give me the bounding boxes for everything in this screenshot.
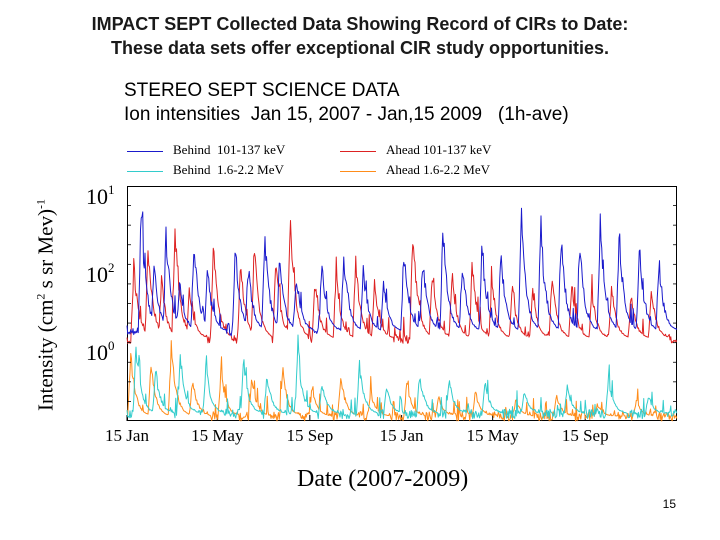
x-axis-label: Date (2007-2009) <box>297 466 469 492</box>
y-tick-label: $10^0$ <box>86 338 115 365</box>
slide-title-line-2: These data sets offer exceptional CIR study opportunities. <box>110 38 610 58</box>
y-tick-label: $10^1$ <box>86 182 115 209</box>
y-tick-label: $10^2$ <box>86 260 115 287</box>
x-tick-label: 15 May <box>191 426 244 445</box>
x-tick-label: 15 Jan <box>379 426 424 445</box>
series-line <box>127 335 677 419</box>
legend-label: Behind 101-137 keV <box>173 142 286 157</box>
x-tick-label: 15 May <box>466 426 519 445</box>
legend-swatch <box>340 151 376 152</box>
legend-item <box>127 142 285 158</box>
legend-label: Behind 1.6-2.2 MeV <box>173 162 284 177</box>
legend-swatch <box>127 151 163 152</box>
page-number: 15 <box>662 497 676 511</box>
legend-item <box>127 162 284 178</box>
chart-plot <box>127 186 677 421</box>
y-axis-label: Intensity ($cm^2$ s sr Mev)$^{-1}$ <box>33 199 58 411</box>
chart-subtitle: Ion intensities Jan 15, 2007 - Jan,15 2009 (1h-ave) <box>124 104 569 125</box>
x-tick-label: 15 Sep <box>561 426 609 445</box>
legend-label: Ahead 1.6-2.2 MeV <box>386 162 490 177</box>
legend-label: Ahead 101-137 keV <box>386 142 492 157</box>
legend-swatch <box>127 171 163 172</box>
series-line <box>127 208 677 336</box>
legend-item <box>340 162 490 178</box>
x-tick-label: 15 Sep <box>286 426 334 445</box>
x-tick-label: 15 Jan <box>105 426 149 445</box>
slide-title-line-1: IMPACT SEPT Collected Data Showing Record of CIRs to Date: <box>91 14 629 34</box>
legend-item <box>340 142 491 158</box>
legend-swatch <box>340 171 376 172</box>
slide-title <box>0 12 720 60</box>
chart-title: STEREO SEPT SCIENCE DATA <box>124 80 400 101</box>
